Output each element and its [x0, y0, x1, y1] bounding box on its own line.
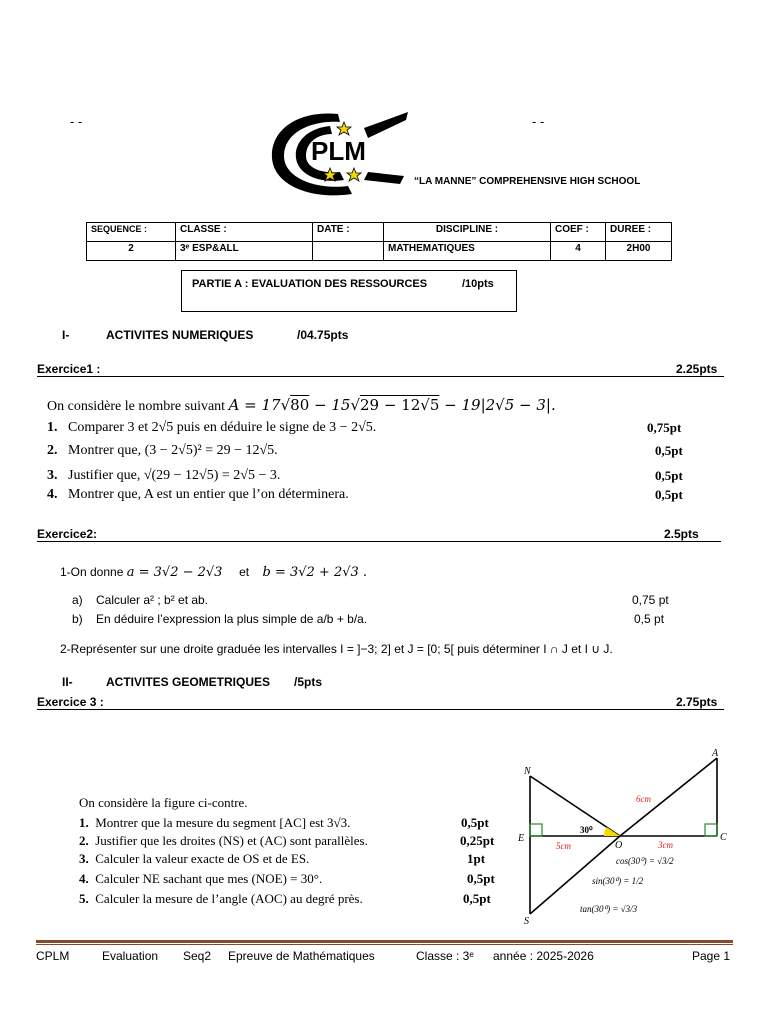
ex1-item-4 [47, 487, 349, 503]
ex2-item-b-text: En déduire l’expression la plus simple de a/b + b/a. [96, 612, 368, 626]
ex2-points: 2.5pts [664, 527, 699, 541]
ex1-item-4-num: 4. [47, 487, 58, 502]
meta-header-date: DATE : [313, 223, 384, 242]
right-angle-e [530, 824, 542, 836]
section2-points: /5pts [294, 675, 323, 689]
ex2-intro-a: 1-On donne [60, 565, 124, 579]
meta-value-row [87, 242, 672, 261]
ex2-intro-b: et [239, 565, 250, 579]
footer-page: Page 1 [692, 949, 731, 963]
meta-header-sequence: SEQUENCE : [87, 223, 176, 242]
ex2-title: Exercice2: [37, 527, 98, 541]
section2-number: II- [62, 675, 73, 689]
footer-school: CPLM [36, 949, 70, 963]
ex3-item-3-pts: 1pt [467, 851, 486, 866]
meta-value-sequence: 2 [87, 242, 176, 261]
ex1-item-3-text: Justifier que, √(29 − 12√5) = 2√5 − 3. [68, 468, 281, 483]
label-e: E [518, 833, 525, 844]
ex3-rule [37, 709, 724, 710]
ex3-item-4 [79, 871, 322, 887]
footer-rule-bottom [36, 944, 733, 945]
ex3-item-4-num: 4. [79, 871, 89, 886]
ex3-points: 2.75pts [676, 695, 718, 709]
ex1-item-1-text: Comparer 3 et 2√5 puis en déduire le signe de 3 − 2√5. [68, 420, 377, 435]
ex3-item-1-text: Montrer que la mesure du segment [AC] est 3√3. [95, 815, 351, 830]
meta-header-row [87, 223, 672, 242]
ex3-item-2-num: 2. [79, 833, 89, 848]
header-left-dashes: - - [70, 114, 83, 129]
ex1-item-4-pts: 0,5pt [655, 487, 683, 502]
ex1-intro-line [47, 396, 556, 415]
ex1-item-1-pts: 0,75pt [647, 420, 682, 435]
ex1-item-3-pts: 0,5pt [655, 468, 683, 483]
section1-points: /04.75pts [297, 328, 349, 342]
ex2-rule [37, 541, 721, 542]
meta-header-discipline: DISCIPLINE : [384, 223, 551, 242]
ex2-item-a-label: a) [72, 593, 83, 607]
meta-value-discipline: MATHEMATIQUES [384, 242, 551, 261]
header-right-dashes: - - [532, 114, 545, 129]
section1-number: I- [62, 328, 70, 342]
ex2-item-a-pts: 0,75 pt [632, 593, 669, 607]
ex2-question-2: 2-Représenter sur une droite graduée les intervalles I = ]−3; 2] et J = [0; 5[ puis déterminer I ∩ J et I ∪ J. [60, 642, 613, 656]
ex3-item-5 [79, 891, 363, 907]
ex3-intro: On considère la figure ci-contre. [79, 795, 248, 810]
segment-no [530, 776, 620, 836]
label-n: N [524, 766, 531, 777]
label-o: O [615, 840, 623, 851]
label-a: A [712, 748, 719, 759]
ex1-formula: A = 17√80 − 15√29 − 12√5 − 19|2√5 − 3|. [228, 396, 556, 414]
ex3-item-1-pts: 0,5pt [461, 815, 489, 830]
ex2-item-a [72, 593, 208, 607]
ex2-b-def: b = 3√2 + 2√3 . [262, 565, 368, 580]
ex1-points: 2.25pts [676, 362, 718, 376]
footer-year: année : 2025-2026 [493, 949, 594, 963]
ex3-title: Exercice 3 : [37, 695, 104, 709]
footer-classe: Classe : 3ᵉ [416, 949, 474, 963]
footer-rule-top [36, 940, 733, 943]
label-c: C [720, 832, 727, 843]
ex1-item-2-num: 2. [47, 443, 58, 458]
logo-text: PLM [311, 136, 366, 166]
ex3-item-1-num: 1. [79, 815, 89, 830]
ex3-item-3-num: 3. [79, 851, 89, 866]
trig-sin: sin(30⁰) = 1/2 [592, 876, 644, 886]
right-angle-c [705, 824, 717, 836]
footer-epreuve: Epreuve de Mathématiques [228, 949, 375, 963]
trig-cos: cos(30⁰) = √3/2 [616, 856, 674, 866]
school-name: “LA MANNE” COMPREHENSIVE HIGH SCHOOL [414, 176, 641, 187]
ex2-item-b-label: b) [72, 612, 83, 626]
ex1-rule [37, 376, 724, 377]
meta-table [86, 222, 672, 261]
ex1-item-3 [47, 468, 280, 484]
meta-value-date [313, 242, 384, 261]
ex2-a-def: a = 3√2 − 2√3 [126, 565, 223, 580]
ex3-item-4-pts: 0,5pt [467, 871, 495, 886]
meta-header-coef: COEF : [551, 223, 606, 242]
ex1-intro: On considère le nombre suivant [47, 399, 226, 414]
length-oc: 3cm [658, 840, 673, 850]
footer-seq: Seq2 [183, 949, 212, 963]
label-s: S [524, 916, 529, 926]
meta-value-classe: 3ᵉ ESP&ALL [176, 242, 313, 261]
trig-tan: tan(30⁰) = √3/3 [580, 904, 638, 914]
school-logo [268, 108, 414, 200]
ex3-item-2-text: Justifier que les droites (NS) et (AC) sont parallèles. [95, 833, 368, 848]
geometry-figure [512, 740, 732, 926]
angle-noe-mark [604, 827, 620, 836]
ex1-title: Exercice1 : [37, 362, 101, 376]
ex3-item-5-text: Calculer la mesure de l’angle (AOC) au degré près. [95, 891, 363, 906]
length-eo: 5cm [556, 841, 571, 851]
ex3-item-4-text: Calculer NE sachant que mes (NOE) = 30°. [95, 871, 323, 886]
ex2-item-b-pts: 0,5 pt [634, 612, 665, 626]
ex3-item-2 [79, 833, 368, 849]
ex1-item-3-num: 3. [47, 468, 58, 483]
angle-label: 30⁰ [580, 825, 593, 835]
ex1-item-4-text: Montrer que, A est un entier que l’on déterminera. [68, 487, 349, 502]
ex2-intro [60, 565, 367, 580]
part-a-box [181, 270, 517, 312]
ex1-item-1-num: 1. [47, 420, 58, 435]
meta-value-duree: 2H00 [606, 242, 672, 261]
part-a-title: PARTIE A : EVALUATION DES RESSOURCES [192, 278, 428, 290]
ex1-item-1 [47, 420, 376, 436]
meta-header-duree: DUREE : [606, 223, 672, 242]
ex3-item-1 [79, 815, 350, 831]
ex3-item-5-num: 5. [79, 891, 89, 906]
ex2-item-a-text: Calculer a² ; b² et ab. [96, 593, 209, 607]
section1-title: ACTIVITES NUMERIQUES [106, 328, 254, 342]
ex1-item-2 [47, 443, 278, 459]
ex3-item-2-pts: 0,25pt [460, 833, 495, 848]
ex3-item-3-text: Calculer la valeur exacte de OS et de ES. [95, 851, 310, 866]
segment-os [530, 836, 623, 914]
ex1-item-2-pts: 0,5pt [655, 443, 683, 458]
part-a-points: /10pts [462, 278, 494, 290]
length-oa: 6cm [636, 794, 651, 804]
ex3-item-3 [79, 851, 309, 867]
meta-value-coef: 4 [551, 242, 606, 261]
segment-oa [620, 758, 717, 836]
ex3-item-5-pts: 0,5pt [463, 891, 491, 906]
ex2-item-b [72, 612, 367, 626]
footer-eval: Evaluation [102, 949, 159, 963]
ex1-item-2-text: Montrer que, (3 − 2√5)² = 29 − 12√5. [68, 443, 278, 458]
meta-header-classe: CLASSE : [176, 223, 313, 242]
section2-title: ACTIVITES GEOMETRIQUES [106, 675, 271, 689]
